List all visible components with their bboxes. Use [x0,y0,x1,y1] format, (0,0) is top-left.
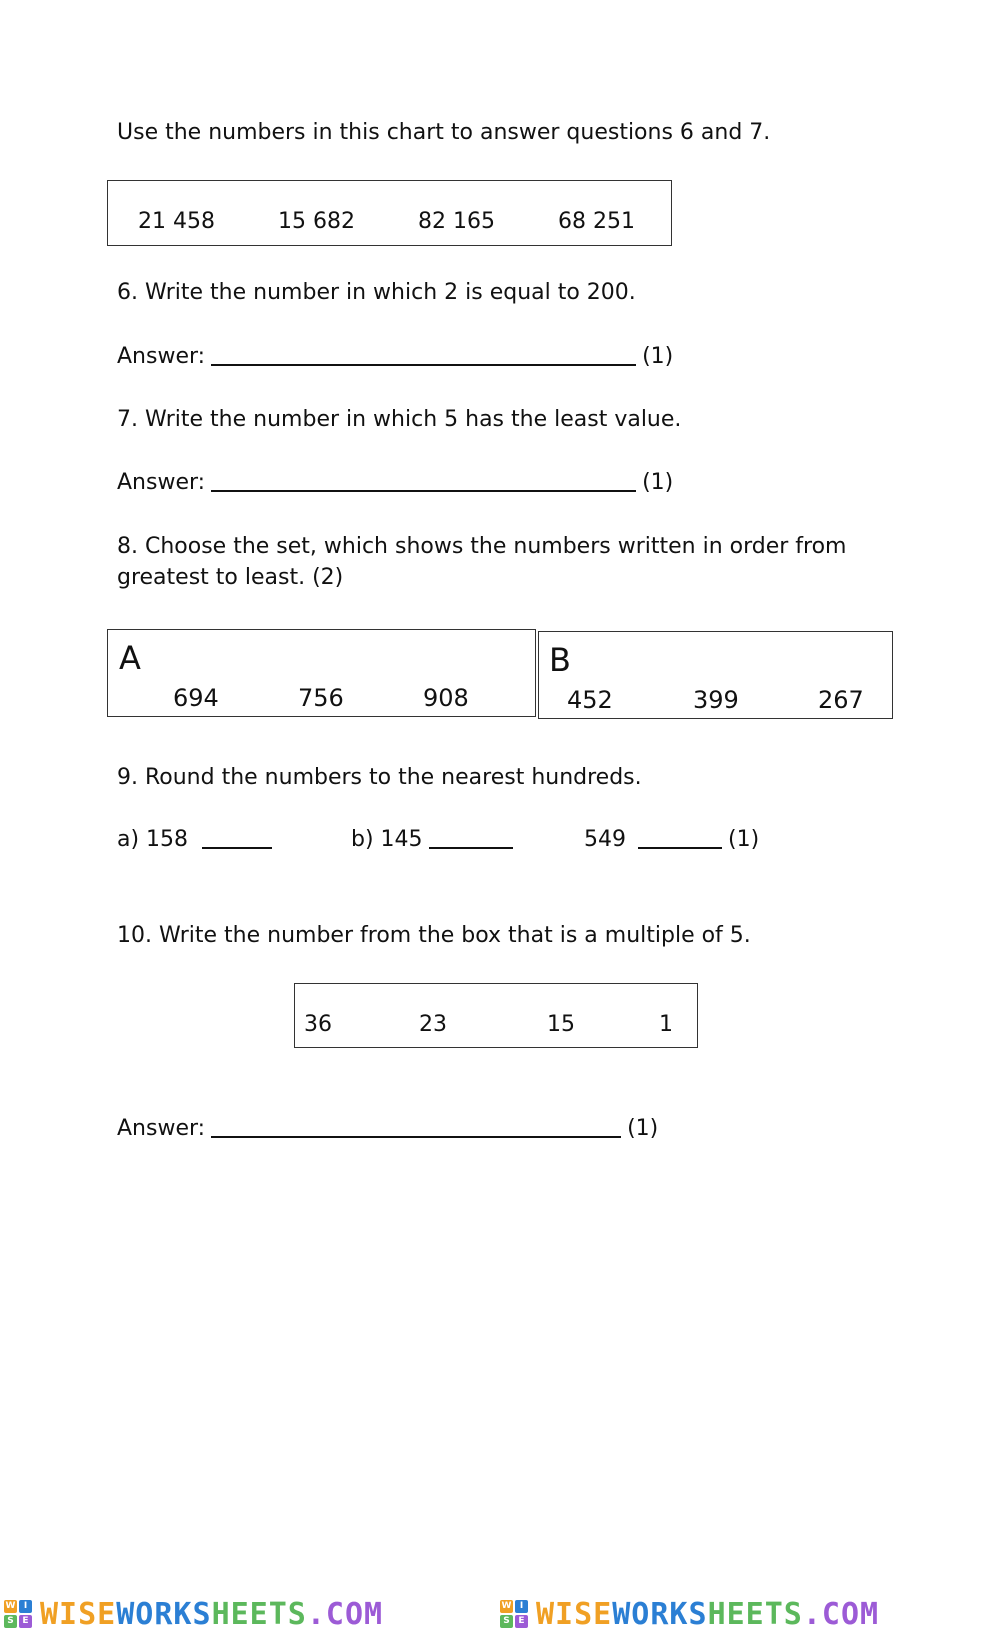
set-b-letter: B [549,641,571,679]
answer-line[interactable] [211,364,636,366]
box-number: 15 [547,1012,575,1037]
box-number: 23 [419,1012,447,1037]
set-b-number: 267 [818,686,864,714]
footer-watermark [0,1596,1000,1636]
box-number: 36 [304,1012,332,1037]
box-number: 1 [659,1012,673,1037]
set-a-number: 756 [298,684,344,712]
chart-number: 21 458 [138,209,215,234]
intro-text: Use the numbers in this chart to answer questions 6 and 7. [117,120,771,145]
answer-label: Answer: [117,1116,206,1141]
answer-line[interactable] [211,490,636,492]
number-chart-box [107,180,672,246]
part-a-answer-line[interactable] [202,847,272,849]
chart-number: 68 251 [558,209,635,234]
part-c-answer-line[interactable] [638,847,722,849]
question-9: 9. Round the numbers to the nearest hundreds. [117,765,642,790]
part-b-answer-line[interactable] [429,847,513,849]
set-b-number: 452 [567,686,613,714]
wiseworksheets-logo [4,1598,383,1632]
mark: (1) [627,1116,659,1141]
q6-answer-row [117,346,673,368]
wiseworksheets-logo-icon: W I S E [500,1600,530,1630]
multiples-box [294,983,698,1048]
wiseworksheets-logo-icon: W I S E [4,1600,34,1630]
chart-number: 82 165 [418,209,495,234]
question-6: 6. Write the number in which 2 is equal to 200. [117,280,636,305]
answer-label: Answer: [117,470,206,495]
q10-answer-row [117,1118,658,1140]
answer-label: Answer: [117,344,206,369]
set-a-number: 694 [173,684,219,712]
q9-part-c [584,829,759,851]
q7-answer-row [117,472,673,494]
set-b-box[interactable] [538,631,893,719]
part-b-label: b) 145 [351,827,423,852]
logo-text: WISEWORKSHEETS.COM [40,1597,384,1632]
answer-line[interactable] [211,1136,621,1138]
part-c-label: 549 [584,827,626,852]
question-8-line-2: greatest to least. (2) [117,565,344,590]
question-10: 10. Write the number from the box that is a multiple of 5. [117,923,751,948]
set-a-letter: A [119,639,141,677]
set-a-box[interactable] [107,629,536,717]
logo-text: WISEWORKSHEETS.COM [536,1597,880,1632]
part-a-label: a) 158 [117,827,189,852]
mark: (1) [642,344,674,369]
q9-part-a [117,829,278,851]
q9-part-b [351,829,519,851]
question-8-line-1: 8. Choose the set, which shows the numbers written in order from [117,534,847,559]
set-a-number: 908 [423,684,469,712]
chart-number: 15 682 [278,209,355,234]
question-7: 7. Write the number in which 5 has the least value. [117,407,682,432]
wiseworksheets-logo [500,1598,879,1632]
set-b-number: 399 [693,686,739,714]
mark: (1) [728,827,760,852]
mark: (1) [642,470,674,495]
